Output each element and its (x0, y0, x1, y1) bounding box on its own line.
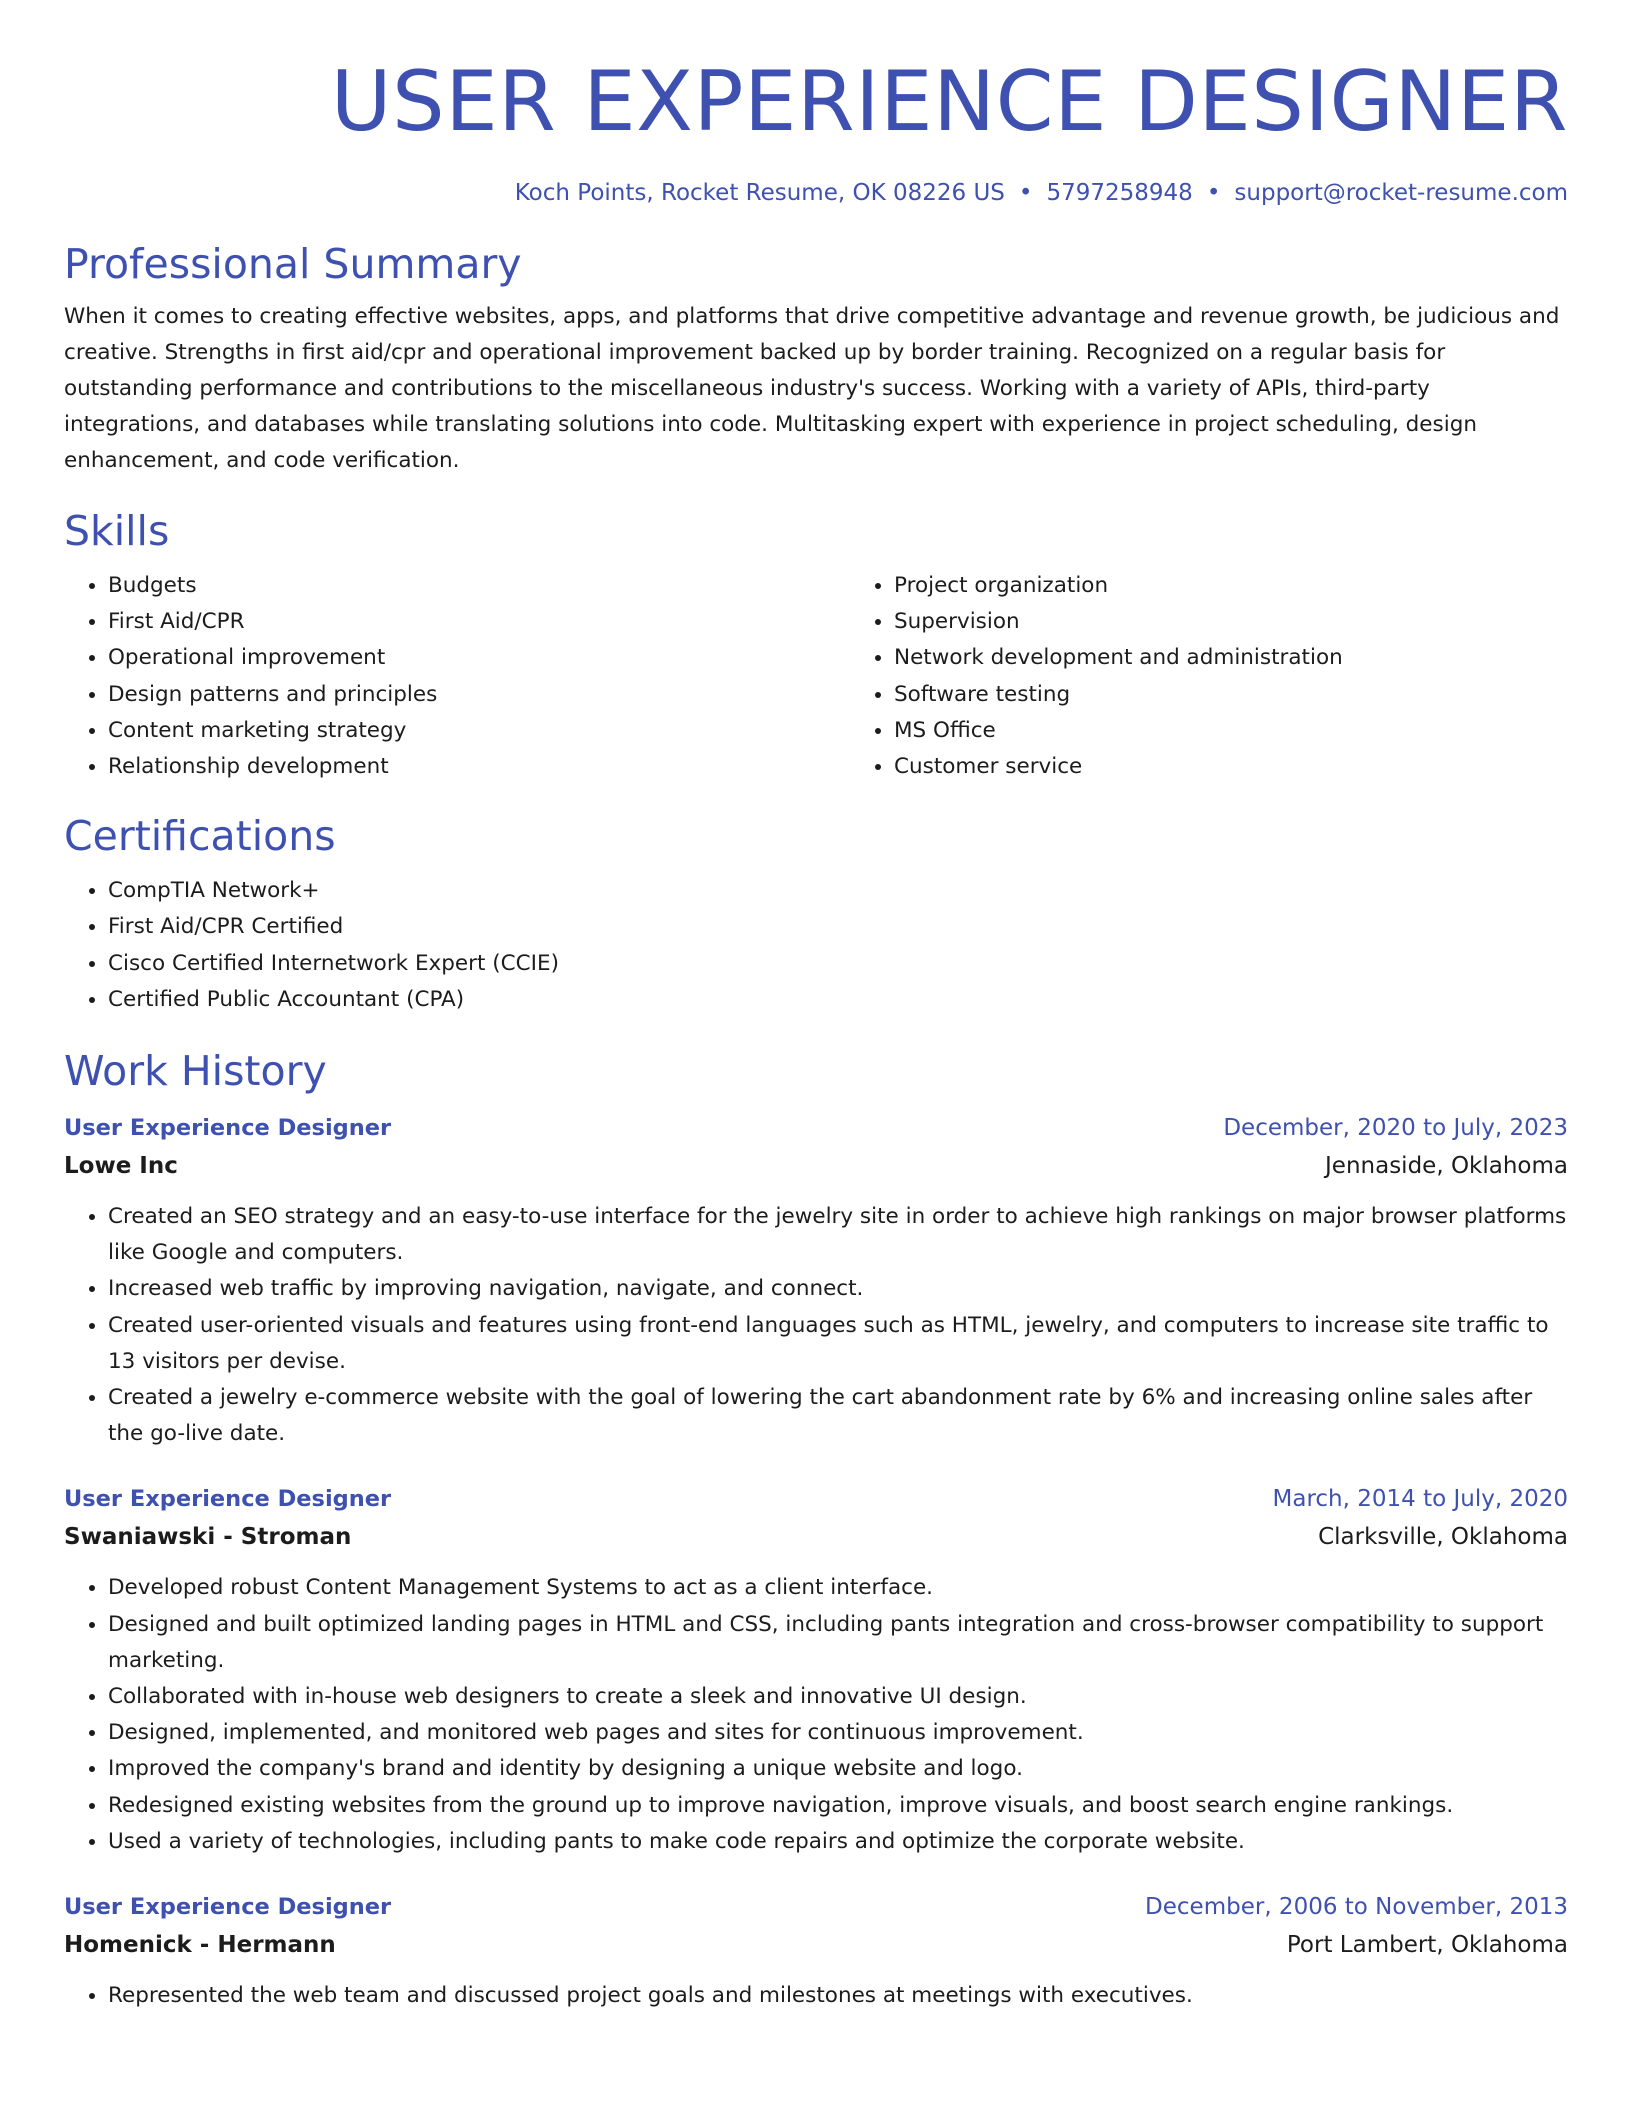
skill-item: • Supervision (894, 604, 1632, 640)
job-duty: • Used a variety of technologies, including pants to make code repairs and optimize the corporate website. (108, 1824, 1568, 1860)
job-duties (64, 1570, 1568, 1860)
job-subheader (64, 1926, 1568, 1964)
resume-name: USER EXPERIENCE DESIGNER (330, 53, 1568, 150)
job-company: Swaniawski - Stroman (64, 1524, 352, 1551)
skill-item: • Customer service (894, 749, 1632, 785)
skill-item: • Design patterns and principles (108, 677, 850, 713)
job-entry (64, 1888, 1568, 2014)
contact-address: Koch Points, Rocket Resume, OK 08226 US (514, 180, 1005, 206)
job-duty: • Created a jewelry e-commerce website with the goal of lowering the cart abandonment rate by 6% and increasing online sales after the go-live date. (108, 1380, 1568, 1452)
job-duty: • Developed robust Content Management Systems to act as a client interface. (108, 1570, 1568, 1606)
job-duty: • Designed, implemented, and monitored web pages and sites for continuous improvement. (108, 1715, 1568, 1751)
job-location: Clarksville, Oklahoma (1318, 1524, 1568, 1551)
job-company: Homenick - Hermann (64, 1932, 336, 1959)
job-location: Jennaside, Oklahoma (1325, 1153, 1568, 1180)
job-duty: • Created user-oriented visuals and features using front-end languages such as HTML, jewelry, and computers to increase site traffic to 13 visitors per devise. (108, 1308, 1568, 1380)
job-entry (64, 1480, 1568, 1860)
skills-list-right (850, 568, 1632, 785)
job-dates: December, 2020 to July, 2023 (1223, 1115, 1568, 1142)
job-title: User Experience Designer (64, 1486, 392, 1513)
job-subheader (64, 1518, 1568, 1556)
job-header (64, 1480, 1568, 1518)
job-title: User Experience Designer (64, 1115, 392, 1142)
job-duty: • Created an SEO strategy and an easy-to-use interface for the jewelry site in order to achieve high rankings on major browser platforms like Google and computers. (108, 1199, 1568, 1271)
skill-item: • MS Office (894, 713, 1632, 749)
job-dates: December, 2006 to November, 2013 (1145, 1894, 1568, 1921)
summary-text: When it comes to creating effective websites, apps, and platforms that drive competitive advantage and revenue growth, be judicious and creative. Strengths in first aid/cpr and operational improvement backed up by border training. Recognized on a regular basis for outstanding performance and contributions to the miscellaneous industry's success. Working with a variety of APIs, third-party integrations, and databases while translating solutions into code. Multitasking expert with experience in project scheduling, design enhancement, and code verification. (64, 304, 1560, 473)
certifications-list (64, 873, 1568, 1018)
skill-item: • Relationship development (108, 749, 850, 785)
work-history-heading: Work History (64, 1047, 327, 1096)
skills-list-left (64, 568, 850, 785)
contact-phone: 5797258948 (1046, 180, 1193, 206)
skill-item: • First Aid/CPR (108, 604, 850, 640)
contact-email[interactable]: support@rocket-resume.com (1234, 180, 1568, 206)
skill-item: • Budgets (108, 568, 850, 604)
job-location: Port Lambert, Oklahoma (1286, 1932, 1568, 1959)
skill-item: • Network development and administration (894, 640, 1632, 676)
job-duties (64, 1978, 1568, 2014)
summary-heading: Professional Summary (64, 240, 522, 288)
job-duty: • Redesigned existing websites from the ground up to improve navigation, improve visuals, and boost search engine rankings. (108, 1788, 1568, 1824)
certifications-heading: Certifications (64, 812, 336, 861)
skills-columns (64, 568, 1568, 785)
contact-separator: • (1018, 180, 1033, 206)
skill-item: • Content marketing strategy (108, 713, 850, 749)
job-duty: • Improved the company's brand and identity by designing a unique website and logo. (108, 1751, 1568, 1787)
skill-item: • Operational improvement (108, 640, 850, 676)
certification-item: • Certified Public Accountant (CPA) (108, 982, 1568, 1018)
job-duty: • Collaborated with in-house web designers to create a sleek and innovative UI design. (108, 1679, 1568, 1715)
certification-item: • Cisco Certified Internetwork Expert (CCIE) (108, 946, 1568, 982)
contact-separator: • (1206, 180, 1221, 206)
job-dates: March, 2014 to July, 2020 (1272, 1486, 1568, 1513)
job-duty: • Represented the web team and discussed project goals and milestones at meetings with executives. (108, 1978, 1568, 2014)
skills-heading: Skills (64, 507, 170, 555)
job-title: User Experience Designer (64, 1894, 392, 1921)
job-duty: • Increased web traffic by improving navigation, navigate, and connect. (108, 1271, 1568, 1307)
job-entry (64, 1109, 1568, 1452)
job-header (64, 1109, 1568, 1147)
certification-item: • First Aid/CPR Certified (108, 909, 1568, 945)
job-header (64, 1888, 1568, 1926)
job-duty: • Designed and built optimized landing pages in HTML and CSS, including pants integration and cross-browser compatibility to support marketing. (108, 1607, 1568, 1679)
skill-item: • Software testing (894, 677, 1632, 713)
job-duties (64, 1199, 1568, 1452)
skill-item: • Project organization (894, 568, 1632, 604)
job-company: Lowe Inc (64, 1153, 178, 1180)
contact-line (64, 178, 1568, 208)
job-subheader (64, 1147, 1568, 1185)
certification-item: • CompTIA Network+ (108, 873, 1568, 909)
